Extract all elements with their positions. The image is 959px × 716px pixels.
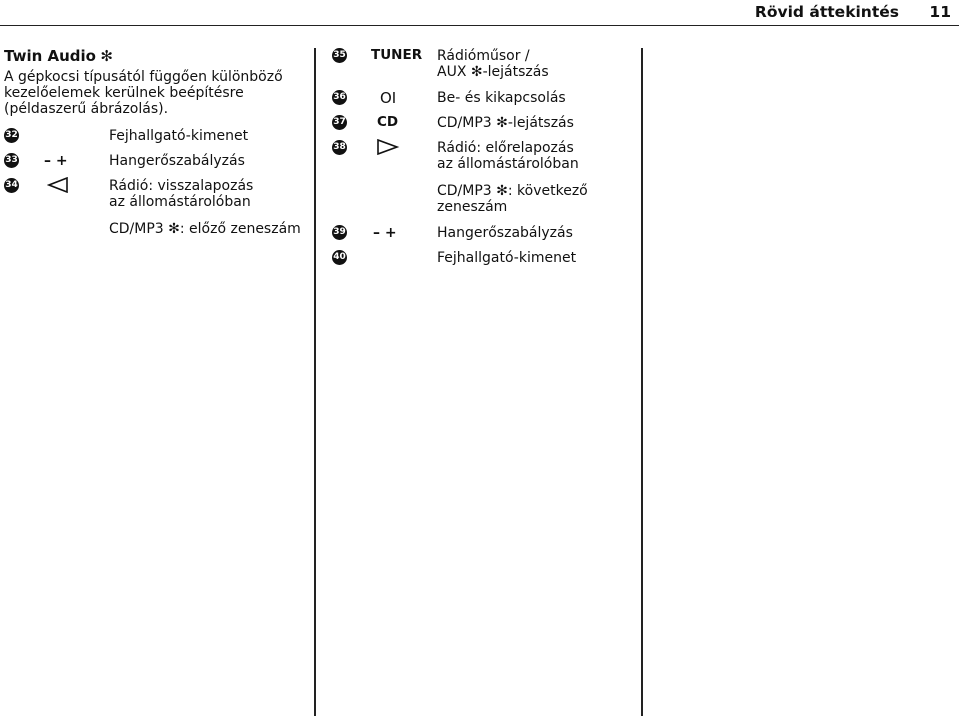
item-number-badge: 34 (4, 178, 19, 193)
cd-symbol: CD (377, 114, 399, 130)
left-column (4, 48, 283, 117)
volume-symbol: – + (373, 225, 397, 241)
intro-line: (példaszerű ábrázolás). (4, 101, 169, 117)
triangle-right-icon (376, 139, 400, 155)
item-number-badge: 35 (332, 48, 347, 63)
intro-line: A gépkocsi típusától függően különböző (4, 69, 283, 85)
item-text-line: az állomástárolóban (109, 194, 251, 210)
item-number-badge: 37 (332, 115, 347, 130)
item-text: Fejhallgató-kimenet (437, 250, 577, 266)
item-text-line: Rádióműsor / (437, 48, 530, 64)
item-text: CD/MP3 ✻: előző zeneszám (109, 221, 301, 237)
item-text (437, 183, 588, 215)
item-text: Hangerőszabályzás (437, 225, 573, 241)
item-number-badge: 40 (332, 250, 347, 265)
triangle-left-icon (47, 177, 69, 193)
column-divider-1 (314, 48, 316, 716)
volume-symbol: – + (44, 153, 68, 169)
item-text-line: az állomástárolóban (437, 156, 579, 172)
item-text: Hangerőszabályzás (109, 153, 245, 169)
tuner-symbol: TUNER (371, 47, 423, 63)
item-number-badge: 32 (4, 128, 19, 143)
power-symbol: OI (380, 89, 397, 107)
item-text-line: zeneszám (437, 199, 508, 215)
item-number-badge: 38 (332, 140, 347, 155)
item-number-badge: 33 (4, 153, 19, 168)
item-text-line: AUX ✻-lejátszás (437, 64, 549, 80)
item-text: CD/MP3 ✻-lejátszás (437, 115, 574, 131)
item-text-line: CD/MP3 ✻: következő (437, 183, 588, 199)
snowflake-icon: ✻ (100, 47, 113, 65)
item-text: Fejhallgató-kimenet (109, 128, 249, 144)
item-number-badge: 39 (332, 225, 347, 240)
header-title: Rövid áttekintés (754, 3, 899, 21)
item-text (109, 178, 253, 210)
intro-line: kezelőelemek kerülnek beépítésre (4, 85, 244, 101)
page-header (0, 0, 959, 26)
item-text (437, 140, 579, 172)
intro-text (4, 69, 283, 117)
column-divider-2 (641, 48, 643, 716)
section-title-row (4, 48, 283, 65)
item-text-line: Rádió: visszalapozás (109, 178, 254, 194)
page-number: 11 (929, 3, 951, 21)
item-text-line: Rádió: előrelapozás (437, 140, 574, 156)
item-number-badge: 36 (332, 90, 347, 105)
item-text (437, 48, 549, 80)
section-title: Twin Audio (4, 47, 96, 65)
item-text: Be- és kikapcsolás (437, 90, 566, 106)
